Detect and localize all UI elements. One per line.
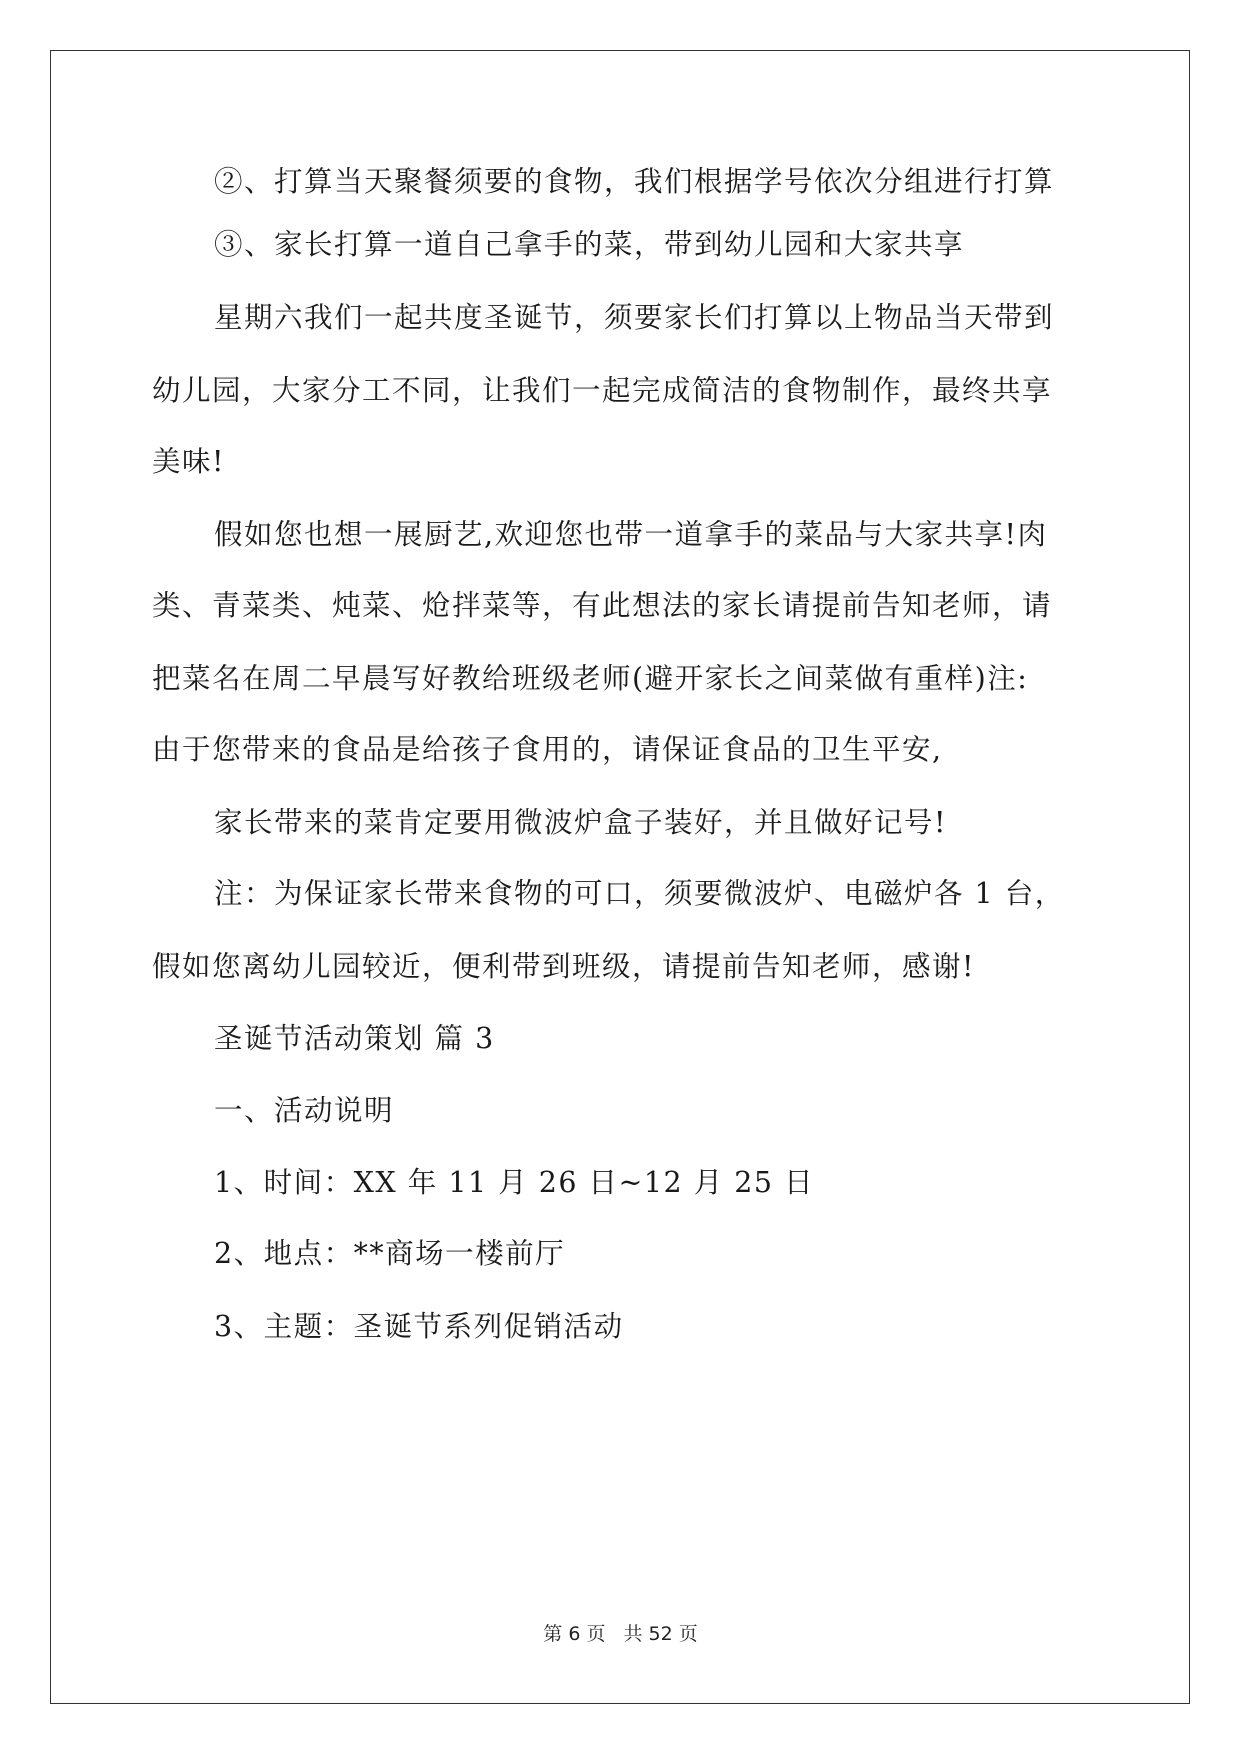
paragraph-line: 由于您带来的食品是给孩子食用的，请保证食品的卫生平安, bbox=[152, 733, 943, 766]
paragraph-line: 类、青菜类、炖菜、炝拌菜等，有此想法的家长请提前告知老师，请 bbox=[152, 589, 1053, 622]
page-total: 共 52 页 bbox=[623, 1623, 698, 1645]
paragraph-line: 假如您也想一展厨艺,欢迎您也带一道拿手的菜品与大家共享!肉 bbox=[214, 518, 1048, 551]
subsection-heading: 一、活动说明 bbox=[214, 1094, 395, 1127]
paragraph-line: ②、打算当天聚餐须要的食物，我们根据学号依次分组进行打算 bbox=[214, 165, 1055, 198]
paragraph-line: 假如您离幼儿园较近，便利带到班级，请提前告知老师，感谢! bbox=[152, 950, 975, 983]
paragraph-line: 星期六我们一起共度圣诞节，须要家长们打算以上物品当天带到 bbox=[214, 301, 1055, 334]
paragraph-line: 家长带来的菜肯定要用微波炉盒子装好，并且做好记号! bbox=[214, 806, 947, 839]
list-item: 1、时间：XX 年 11 月 26 日~12 月 25 日 bbox=[214, 1166, 815, 1199]
paragraph-line: 幼儿园，大家分工不同，让我们一起完成简洁的食物制作，最终共享 bbox=[152, 374, 1053, 407]
paragraph-line: 美味! bbox=[152, 445, 225, 478]
section-heading: 圣诞节活动策划 篇 3 bbox=[214, 1022, 495, 1055]
paragraph-line: ③、家长打算一道自己拿手的菜，带到幼儿园和大家共享 bbox=[214, 228, 965, 261]
list-item: 3、主题：圣诞节系列促销活动 bbox=[214, 1310, 624, 1343]
page-footer bbox=[0, 1622, 1241, 1646]
list-item: 2、地点：**商场一楼前厅 bbox=[214, 1237, 566, 1270]
paragraph-line: 注：为保证家长带来食物的可口，须要微波炉、电磁炉各 1 台， bbox=[214, 877, 1065, 910]
page-number: 第 6 页 bbox=[543, 1623, 606, 1645]
paragraph-line: 把菜名在周二早晨写好教给班级老师(避开家长之间菜做有重样)注: bbox=[152, 662, 1029, 695]
